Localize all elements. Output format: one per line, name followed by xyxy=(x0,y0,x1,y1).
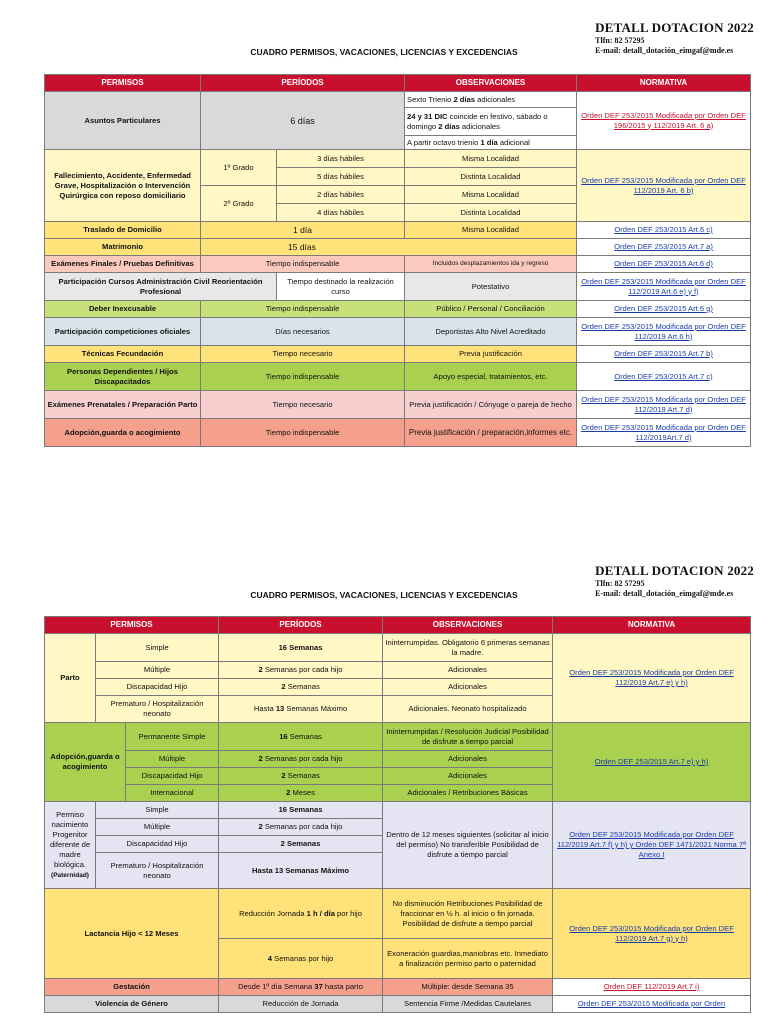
grado-1: 1º Grado xyxy=(201,150,277,186)
norm-traslado[interactable]: Orden DEF 253/2015 Art.6 c) xyxy=(577,222,751,239)
permits-table-1 xyxy=(44,74,751,447)
col-normativa: NORMATIVA xyxy=(577,75,751,92)
org-email: E-mail: detall_dotación_eimgaf@mde.es xyxy=(595,46,734,55)
norm-dependientes[interactable]: Orden DEF 253/2015 Art.7 c) xyxy=(577,363,751,391)
parto-period-1: 2 Semanas por cada hijo xyxy=(219,662,383,679)
permit-matrimonio: Matrimonio xyxy=(45,239,201,256)
prog-period-1: 2 Semanas por cada hijo xyxy=(219,819,383,836)
permit-asuntos: Asuntos Particulares xyxy=(45,92,201,150)
permit-dependientes: Personas Dependientes / Hijos Discapacitados xyxy=(45,363,201,391)
prog-type-3: Prematuro / Hospitalización neonato xyxy=(96,853,219,889)
parto-period-0: 16 Semanas xyxy=(219,634,383,662)
prog-type-2: Discapacidad Hijo xyxy=(96,836,219,853)
norm-progenitor[interactable]: Orden DEF 253/2015 Modificada por Orden DEF 112/2019 Art.7 f) y h) y Orden DEF 1471/2021 Norma 7ª Anexo I xyxy=(553,802,751,889)
obs-examenes: Incluidos desplazamientos ida y regreso xyxy=(405,256,577,273)
page-title-2: CUADRO PERMISOS, VACACIONES, LICENCIAS Y EXCEDENCIAS xyxy=(250,590,518,600)
obs-prenatales: Previa justificación / Cónyuge o pareja de hecho xyxy=(405,391,577,419)
adop-period-0: 16 Semanas xyxy=(219,723,383,751)
permit-adopcion-2: Adopción,guarda o acogimiento xyxy=(45,723,126,802)
period-fall-3: 2 días hábiles xyxy=(277,186,405,204)
period-fall-2: 5 días hábiles xyxy=(277,168,405,186)
parto-obs-3: Adicionales. Neonato hospitalizado xyxy=(383,696,553,723)
prog-period-2: 2 Semanas xyxy=(219,836,383,853)
norm-competiciones[interactable]: Orden DEF 253/2015 Modificada por Orden DEF 112/2019 Art.6 h) xyxy=(577,318,751,346)
permit-lactancia: Lactancia Hijo < 12 Meses xyxy=(45,889,219,979)
period-cursos: Tiempo destinado la realización curso xyxy=(277,273,405,301)
permit-parto: Parto xyxy=(45,634,96,723)
obs-violencia: Sentencia Firme /Medidas Cautelares xyxy=(383,996,553,1013)
page-title: CUADRO PERMISOS, VACACIONES, LICENCIAS Y EXCEDENCIAS xyxy=(250,47,518,57)
adop-type-1: Múltiple xyxy=(126,751,219,768)
obs-asuntos-2: 24 y 31 DIC coincide en festivo, sábado o domingo 2 días adicionales xyxy=(405,108,577,136)
permit-violencia: Violencia de Género xyxy=(45,996,219,1013)
permit-gestacion: Gestación xyxy=(45,979,219,996)
norm-violencia[interactable]: Orden DEF 253/2015 Modificada por Orden xyxy=(553,996,751,1013)
norm-matrimonio[interactable]: Orden DEF 253/2015 Art.7 a) xyxy=(577,239,751,256)
adop-obs-3: Adicionales / Retribuciones Básicas xyxy=(383,785,553,802)
org-phone: Tlfn: 82 57295 xyxy=(595,36,645,45)
period-matrimonio: 15 días xyxy=(201,239,577,256)
permit-fecundacion: Técnicas Fecundación xyxy=(45,346,201,363)
permit-examenes: Exámenes Finales / Pruebas Definitivas xyxy=(45,256,201,273)
period-deber: Tiempo indispensable xyxy=(201,301,405,318)
parto-type-0: Simple xyxy=(96,634,219,662)
permit-traslado: Traslado de Domicilio xyxy=(45,222,201,239)
period-fall-1: 3 días hábiles xyxy=(277,150,405,168)
norm-deber[interactable]: Orden DEF 253/2015 Art.6 g) xyxy=(577,301,751,318)
parto-type-1: Múltiple xyxy=(96,662,219,679)
parto-type-3: Prematuro / Hospitalización neonato xyxy=(96,696,219,723)
period-examenes: Tiempo indispensable xyxy=(201,256,405,273)
col-permisos: PERMISOS xyxy=(45,75,201,92)
col2-normativa: NORMATIVA xyxy=(553,617,751,634)
permit-fallecimiento: Fallecimiento, Accidente, Enfermedad Grave, Hospitalización o Intervención Quirúrgica con reposo domiciliario xyxy=(45,150,201,222)
period-violencia: Reducción de Jornada xyxy=(219,996,383,1013)
obs-fall-3: Misma Localidad xyxy=(405,186,577,204)
period-traslado: 1 día xyxy=(201,222,405,239)
adop-period-3: 2 Meses xyxy=(219,785,383,802)
permit-adopcion-1: Adopción,guarda o acogimiento xyxy=(45,419,201,447)
lact-period-1: Reducción Jornada 1 h / día por hijo xyxy=(219,889,383,939)
parto-period-2: 2 Semanas xyxy=(219,679,383,696)
parto-obs-1: Adicionales xyxy=(383,662,553,679)
period-prenatales: Tiempo necesario xyxy=(201,391,405,419)
obs-fall-4: Distinta Localidad xyxy=(405,204,577,222)
obs-cursos: Potestativo xyxy=(405,273,577,301)
norm-gestacion[interactable]: Orden DEF 112/2019 Art.7 i) xyxy=(553,979,751,996)
period-adopcion-1: Tiempo indispensable xyxy=(201,419,405,447)
period-dependientes: Tiempo indispensable xyxy=(201,363,405,391)
obs-progenitor: Dentro de 12 meses siguientes (solicitar al inicio del permiso) No transferible Posibilidad de disfrute a tiempo parcial xyxy=(383,802,553,889)
prog-type-1: Múltiple xyxy=(96,819,219,836)
permit-progenitor: Permiso nacimiento Progenitor diferente de madre biológica. (Paternidad) xyxy=(45,802,96,889)
prog-period-0: 16 Semanas xyxy=(219,802,383,819)
permit-cursos: Participación Cursos Administración Civil Reorientación Profesional xyxy=(45,273,277,301)
obs-competiciones: Deportistas Alto Nivel Acreditado xyxy=(405,318,577,346)
org-name-2: DETALL DOTACION 2022 xyxy=(595,563,754,578)
col2-periodos: PERÍODOS xyxy=(219,617,383,634)
obs-fecundacion: Previa justificación xyxy=(405,346,577,363)
permit-competiciones: Participación competiciones oficiales xyxy=(45,318,201,346)
lact-obs-2: Exoneración guardias,maniobras etc. Inmediato a finalización permiso parto o paternidad xyxy=(383,939,553,979)
norm-adopcion-1[interactable]: Orden DEF 253/2015 Modificada por Orden DEF 112/2019Art.7 d) xyxy=(577,419,751,447)
norm-cursos[interactable]: Orden DEF 253/2015 Modificada por Orden DEF 112/2019 Art.6 e) y f) xyxy=(577,273,751,301)
permits-table-2 xyxy=(44,616,751,1013)
period-fall-4: 4 días hábiles xyxy=(277,204,405,222)
parto-type-2: Discapacidad Hijo xyxy=(96,679,219,696)
parto-obs-0: Ininterrumpidas. Obligatorio 6 primeras semanas la madre. xyxy=(383,634,553,662)
adop-obs-0: Ininterrumpidas / Resolución Judicial Posibilidad de disfrute a tiempo parcial xyxy=(383,723,553,751)
period-asuntos: 6 días xyxy=(201,92,405,150)
col2-observaciones: OBSERVACIONES xyxy=(383,617,553,634)
obs-deber: Público / Personal / Conciliación xyxy=(405,301,577,318)
obs-asuntos-1: Sexto Trienio 2 días adicionales xyxy=(405,92,577,108)
adop-type-3: Internacional xyxy=(126,785,219,802)
adop-obs-2: Adicionales xyxy=(383,768,553,785)
obs-fall-2: Distinta Localidad xyxy=(405,168,577,186)
period-competiciones: Días necesarios xyxy=(201,318,405,346)
norm-fallecimiento[interactable]: Orden DEF 253/2015 Modificada por Orden DEF 112/2019 Art. 6 b) xyxy=(577,150,751,222)
adop-period-1: 2 Semanas por cada hijo xyxy=(219,751,383,768)
org-name: DETALL DOTACION 2022 xyxy=(595,20,754,35)
norm-examenes[interactable]: Orden DEF 253/2015 Art.6 d) xyxy=(577,256,751,273)
period-fecundacion: Tiempo necesario xyxy=(201,346,405,363)
norm-adopcion-2[interactable]: Orden DEF 253/2015 Art.7 e) y h) xyxy=(553,723,751,802)
obs-dependientes: Apoyo especial, tratamientos, etc. xyxy=(405,363,577,391)
obs-fall-1: Misma Localidad xyxy=(405,150,577,168)
period-gestacion: Desde 1º día Semana 37 hasta parto xyxy=(219,979,383,996)
norm-fecundacion[interactable]: Orden DEF 253/2015 Art.7 b) xyxy=(577,346,751,363)
col-periodos: PERÍODOS xyxy=(201,75,405,92)
obs-traslado: Misma Localidad xyxy=(405,222,577,239)
col2-permisos: PERMISOS xyxy=(45,617,219,634)
adop-obs-1: Adicionales xyxy=(383,751,553,768)
lact-obs-1: No disminución Retribuciones Posibilidad de fraccionar en ½ h. al inicio o fin jornada. Posibilidad de disfrute a tiempo parcial xyxy=(383,889,553,939)
org-phone-2: Tlfn: 82 57295 xyxy=(595,579,645,588)
norm-lactancia[interactable]: Orden DEF 253/2015 Modificada por Orden DEF 112/2019 Art.7 g) y h) xyxy=(553,889,751,979)
adop-type-0: Permanente Simple xyxy=(126,723,219,751)
permit-prenatales: Exámenes Prenatales / Preparación Parto xyxy=(45,391,201,419)
prog-period-3: Hasta 13 Semanas Máximo xyxy=(219,853,383,889)
norm-parto[interactable]: Orden DEF 253/2015 Modificada por Orden DEF 112/2019 Art.7 e) y h) xyxy=(553,634,751,723)
col-observaciones: OBSERVACIONES xyxy=(405,75,577,92)
obs-gestacion: Múltiple: desde Semana 35 xyxy=(383,979,553,996)
norm-prenatales[interactable]: Orden DEF 253/2015 Modificada por Orden DEF 112/2019 Art.7 d) xyxy=(577,391,751,419)
prog-type-0: Simple xyxy=(96,802,219,819)
lact-period-2: 4 Semanas por hijo xyxy=(219,939,383,979)
parto-period-3: Hasta 13 Semanas Máximo xyxy=(219,696,383,723)
norm-asuntos[interactable]: Orden DEF 253/2015 Modificada por Orden DEF 196/2015 y 112/2019 Art. 6 a) xyxy=(577,92,751,150)
adop-period-2: 2 Semanas xyxy=(219,768,383,785)
org-email-2: E-mail: detall_dotación_eimgaf@mde.es xyxy=(595,589,734,598)
grado-2: 2º Grado xyxy=(201,186,277,222)
obs-asuntos-3: A partir octavo trienio 1 día adicional xyxy=(405,136,577,150)
obs-adopcion-1: Previa justificación / preparación,informes etc. xyxy=(405,419,577,447)
permit-deber: Deber Inexcusable xyxy=(45,301,201,318)
adop-type-2: Discapacidad Hijo xyxy=(126,768,219,785)
parto-obs-2: Adicionales xyxy=(383,679,553,696)
